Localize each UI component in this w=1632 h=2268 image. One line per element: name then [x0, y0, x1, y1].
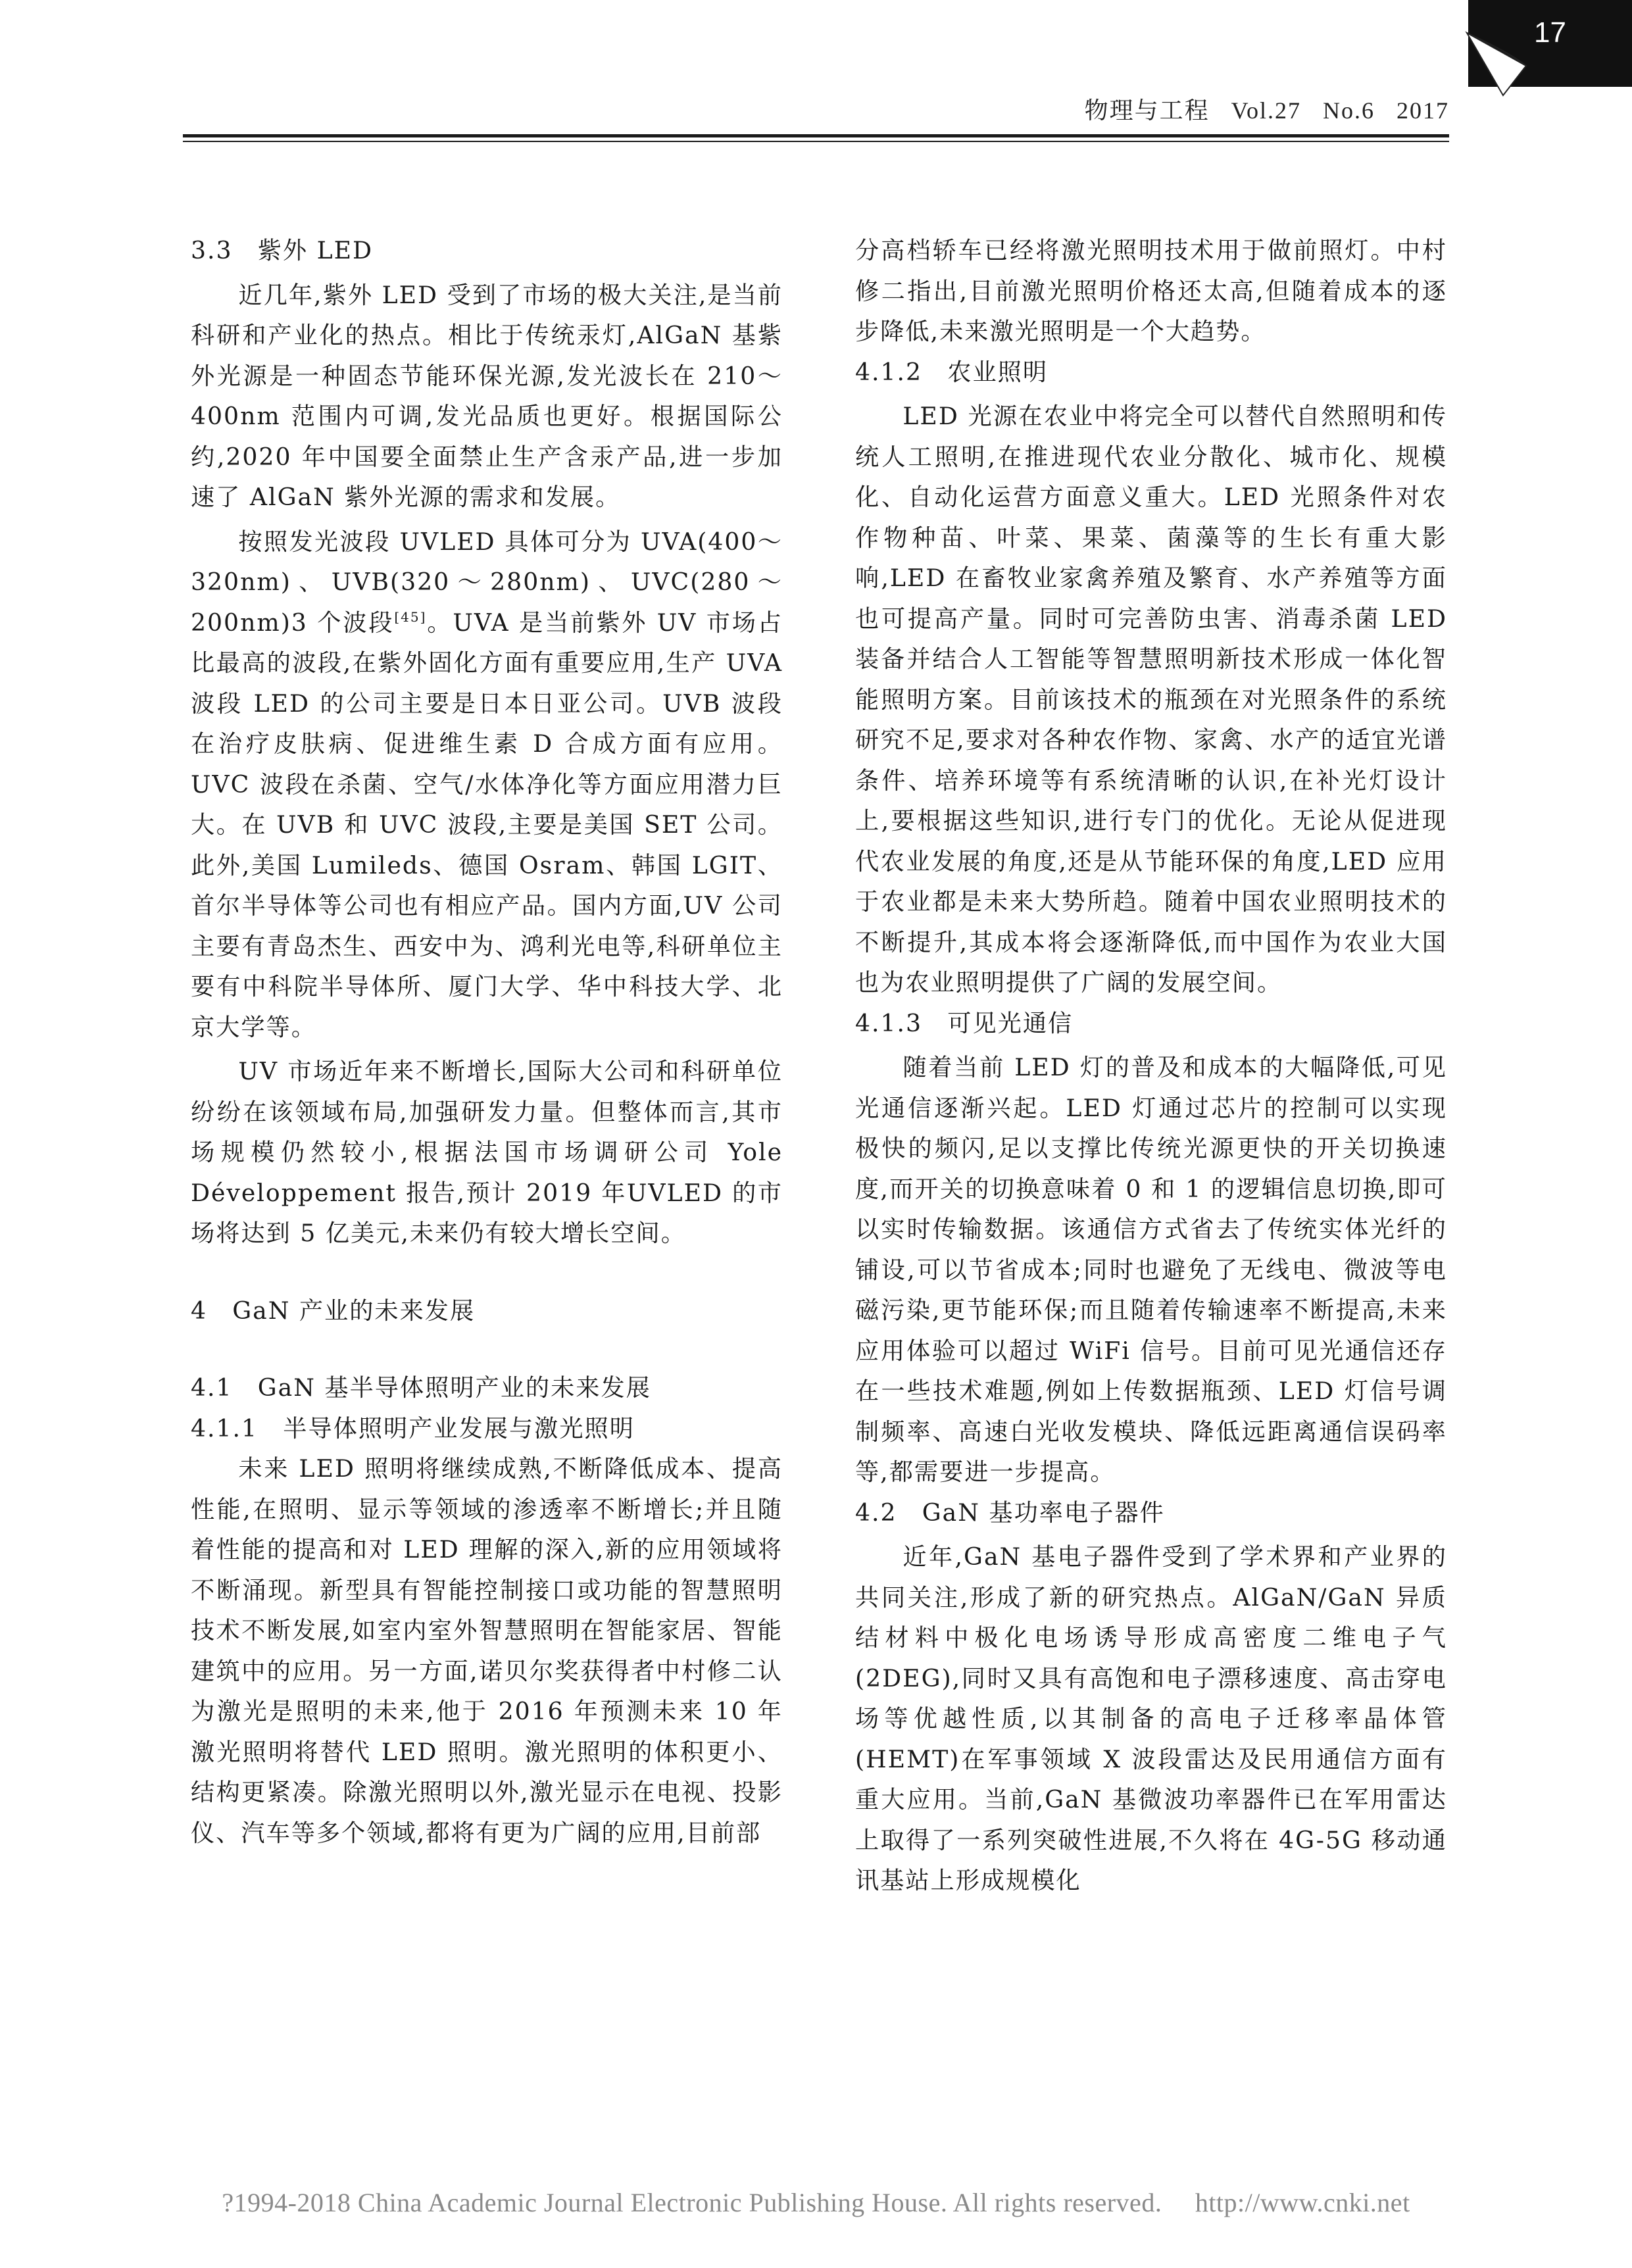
paragraph-laser-cont: 分高档轿车已经将激光照明技术用于做前照灯。中村修二指出,目前激光照明价格还太高,但随着成本的逐步降低,未来激光照明是一个大趋势。	[855, 236, 1447, 345]
citation-45: [45]	[394, 608, 427, 625]
footer-copyright: ?1994-2018 China Academic Journal Electronic Publishing House. All rights reserved.	[222, 2188, 1162, 2217]
page-curl-decoration	[1464, 26, 1556, 99]
footer	[0, 2187, 1632, 2218]
section-heading-4-1: 4.1 GaN 基半导体照明产业的未来发展	[191, 1373, 651, 1402]
left-column	[191, 230, 783, 1853]
header-rule-thin	[183, 141, 1449, 142]
paragraph-vlc: 随着当前 LED 灯的普及和成本的大幅降低,可见光通信逐渐兴起。LED 灯通过芯片的控制可以实现极快的频闪,足以支撑比传统光源更快的开关切换速度,而开关的切换意味着 0 和 1 的逻辑信息切换,即可以实时传输数据。该通信方式省去了传统实体光纤的铺设,可以节省成本;同时也避免了无线电、微波等电磁污染,更节能环保;而且随着传输速率不断提高,未来应用体验可以超过 WiFi 信号。目前可见光通信还存在一些技术难题,例如上传数据瓶颈、LED 灯信号调制频率、高速白光收发模块、降低远距离通信误码率等,都需要进一步提高。	[855, 1053, 1447, 1486]
section-heading-4-1-1: 4.1.1 半导体照明产业发展与激光照明	[191, 1414, 635, 1442]
paragraph-laser-lighting: 未来 LED 照明将继续成熟,不断降低成本、提高性能,在照明、显示等领域的渗透率不断增长;并且随着性能的提高和对 LED 理解的深入,新的应用领域将不断涌现。新型具有智能控制接口或功能的智慧照明技术不断发展,如室内室外智慧照明在智能家居、智能建筑中的应用。另一方面,诺贝尔奖获得者中村修二认为激光是照明的未来,他于 2016 年预测未来 10 年激光照明将替代 LED 照明。激光照明的体积更小、结构更紧凑。除激光照明以外,激光显示在电视、投影仪、汽车等多个领域,都将有更为广阔的应用,目前部	[191, 1454, 783, 1847]
journal-year: 2017	[1397, 97, 1449, 124]
right-column	[855, 230, 1447, 1901]
paragraph-uv-intro: 近几年,紫外 LED 受到了市场的极大关注,是当前科研和产业化的热点。相比于传统汞灯,AlGaN 基紫外光源是一种固态节能环保光源,发光波长在 210～400nm 范围内可调,发光品质也更好。根据国际公约,2020 年中国要全面禁止生产含汞产品,进一步加速了 AlGaN 紫外光源的需求和发展。	[191, 280, 783, 511]
paragraph-uv-bands	[191, 522, 783, 1048]
paragraph-uv-bands-b: 。UVA 是当前紫外 UV 市场占比最高的波段,在紫外固化方面有重要应用,生产 UVA 波段 LED 的公司主要是日本日亚公司。UVB 波段在治疗皮肤病、促进维生素 D 合成方面有应用。UVC 波段在杀菌、空气/水体净化等方面应用潜力巨大。在 UVB 和 UVC 波段,主要是美国 SET 公司。此外,美国 Lumileds、德国 Osram、韩国 LGIT、首尔半导体等公司也有相应产品。国内方面,UV 公司主要有青岛杰生、西安中为、鸿利光电等,科研单位主要有中科院半导体所、厦门大学、华中科技大学、北京大学等。	[191, 608, 783, 1041]
header-rule	[183, 134, 1449, 137]
footer-url[interactable]: http://www.cnki.net	[1195, 2188, 1410, 2217]
journal-name: 物理与工程	[1084, 97, 1210, 124]
section-heading-4-1-3: 4.1.3 可见光通信	[855, 1008, 1074, 1037]
paragraph-agri-lighting: LED 光源在农业中将完全可以替代自然照明和传统人工照明,在推进现代农业分散化、城市化、规模化、自动化运营方面意义重大。LED 光照条件对农作物种苗、叶菜、果菜、菌藻等的生长有重大影响,LED 在畜牧业家禽养殖及繁育、水产养殖等方面也可提高产量。同时可完善防虫害、消毒杀菌 LED 装备并结合人工智能等智慧照明新技术形成一体化智能照明方案。目前该技术的瓶颈在对光照条件的系统研究不足,要求对各种农作物、家禽、水产的适宜光谱条件、培养环境等有系统清晰的认识,在补光灯设计上,要根据这些知识,进行专门的优化。无论从促进现代农业发展的角度,还是从节能环保的角度,LED 应用于农业都是未来大势所趋。随着中国农业照明技术的不断提升,其成本将会逐渐降低,而中国作为农业大国也为农业照明提供了广阔的发展空间。	[855, 402, 1447, 997]
journal-issue: No.6	[1323, 97, 1375, 124]
section-heading-4-2: 4.2 GaN 基功率电子器件	[855, 1498, 1165, 1527]
journal-volume: Vol.27	[1231, 97, 1301, 124]
page-number: 17	[1534, 16, 1566, 49]
paragraph-power-electronics: 近年,GaN 基电子器件受到了学术界和产业界的共同关注,形成了新的研究热点。AlGaN/GaN 异质结材料中极化电场诱导形成高密度二维电子气(2DEG),同时又具有高饱和电子漂移速度、高击穿电场等优越性质,以其制备的高电子迁移率晶体管(HEMT)在军事领域 X 波段雷达及民用通信方面有重大应用。当前,GaN 基微波功率器件已在军用雷达上取得了一系列突破性进展,不久将在 4G-5G 移动通讯基站上形成规模化	[855, 1542, 1447, 1894]
paragraph-uv-bands-a: 按照发光波段 UVLED 具体可分为 UVA(400～320nm)、UVB(320～280nm)、UVC(280～200nm)3 个波段	[191, 527, 783, 637]
paragraph-uv-market: UV 市场近年来不断增长,国际大公司和科研单位纷纷在该领域布局,加强研发力量。但整体而言,其市场规模仍然较小,根据法国市场调研公司 Yole Développement 报告,预计 2019 年UVLED 的市场将达到 5 亿美元,未来仍有较大增长空间。	[191, 1057, 783, 1247]
section-heading-4: 4 GaN 产业的未来发展	[191, 1296, 476, 1325]
running-head	[1085, 92, 1449, 126]
section-heading-3-3: 3.3 紫外 LED	[191, 236, 374, 264]
section-heading-4-1-2: 4.1.2 农业照明	[855, 357, 1049, 386]
